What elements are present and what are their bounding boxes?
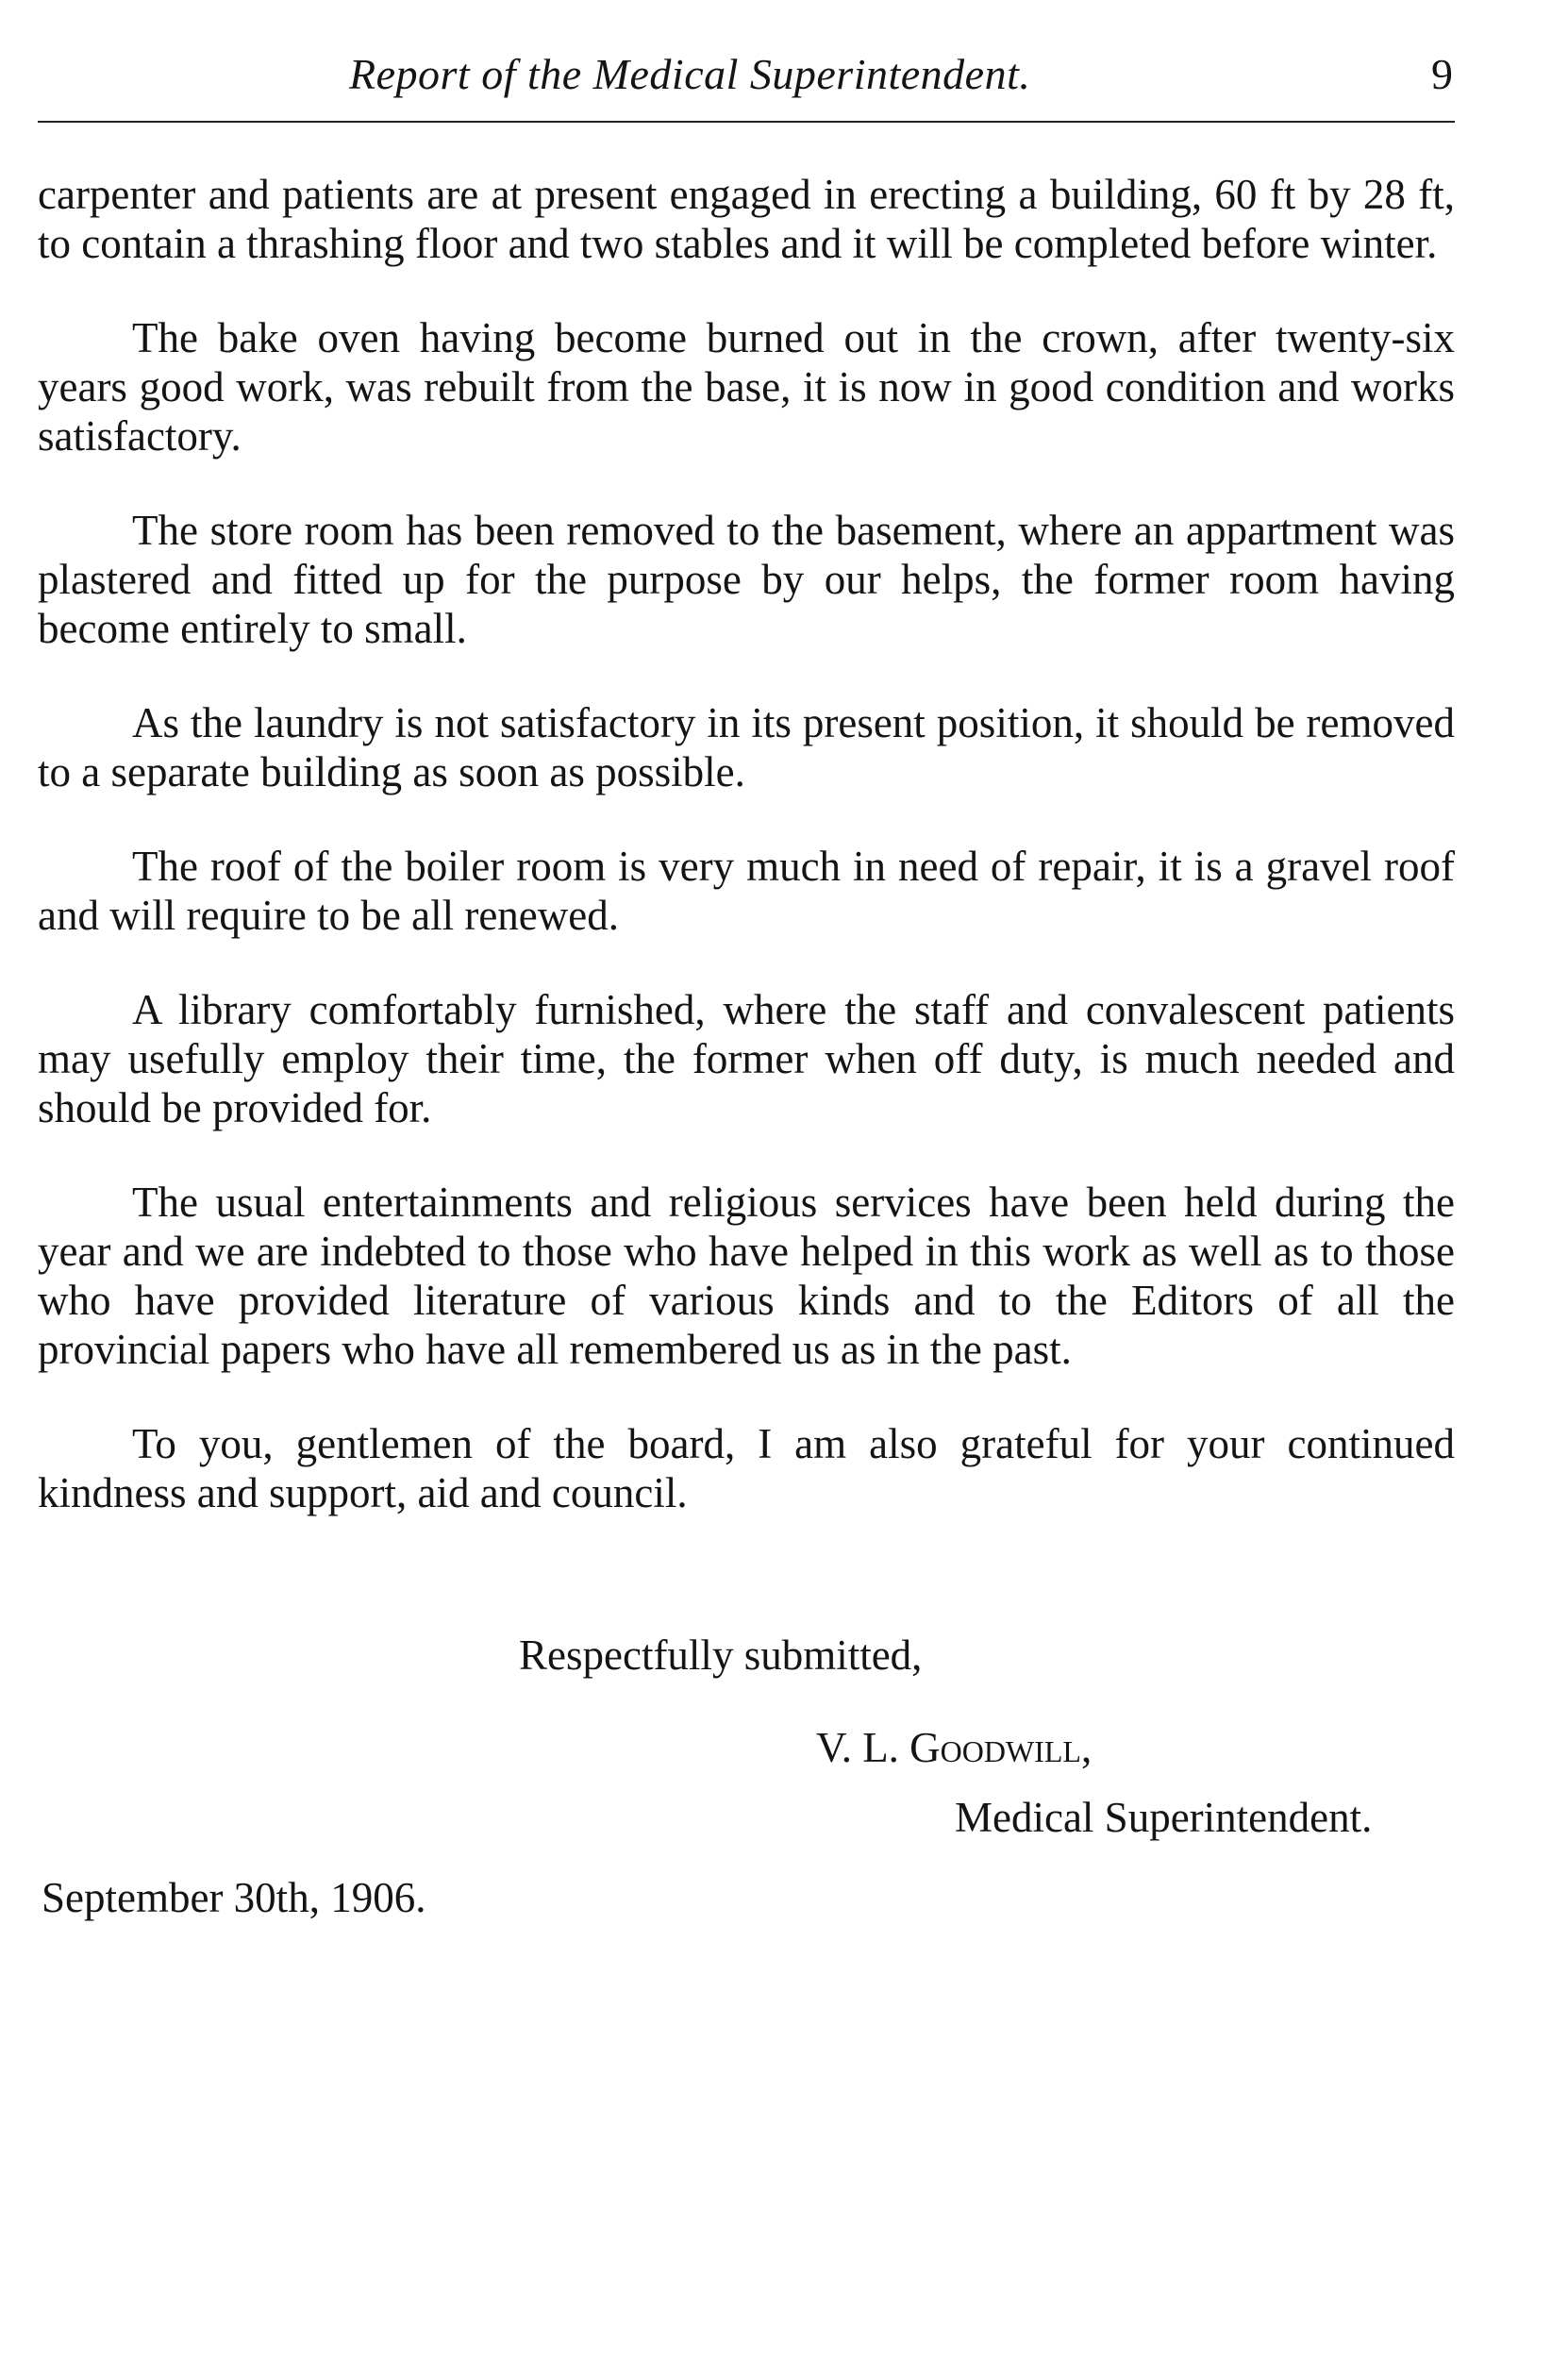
paragraph: The bake oven having become burned out in the crown, after twenty-six years good work, was rebuilt from the base, it is now in good condition and works satisfactory. <box>38 314 1455 460</box>
header-rule <box>38 121 1455 123</box>
signature-name: V. L. Goodwill, <box>816 1724 1093 1771</box>
paragraph: To you, gentlemen of the board, I am also grateful for your continued kindness and support, aid and council. <box>38 1420 1455 1516</box>
header-title: Report of the Medical Superintendent. <box>349 50 1031 98</box>
paragraph: The roof of the boiler room is very much in need of repair, it is a gravel roof and will require to be all renewed. <box>38 843 1455 939</box>
paragraph: carpenter and patients are at present engaged in erecting a building, 60 ft by 28 ft, to contain a thrashing floor and two stables and it will be completed before winter. <box>38 171 1455 267</box>
paragraph: As the laundry is not satisfactory in its present position, it should be removed to a separate building as soon as possible. <box>38 699 1455 795</box>
page-number: 9 <box>1431 50 1453 98</box>
signature-title: Medical Superintendent. <box>955 1794 1373 1841</box>
paragraph: A library comfortably furnished, where the staff and convalescent patients may usefully employ their time, the former when off duty, is much needed and should be provided for. <box>38 986 1455 1131</box>
running-header <box>38 38 1453 104</box>
paragraph: The usual entertainments and religious services have been held during the year and we are indebted to those who have helped in this work as well as to those who have provided literature of various kinds and to the Editors of all the provincial papers who have all remembered us as in the past. <box>38 1179 1455 1373</box>
document-date: September 30th, 1906. <box>42 1874 426 1921</box>
body-text <box>38 170 1455 1563</box>
closing-line: Respectfully submitted, <box>519 1632 923 1679</box>
paragraph: The store room has been removed to the basement, where an appartment was plastered and fitted up for the purpose by our helps, the former room having become entirely to small. <box>38 507 1455 652</box>
